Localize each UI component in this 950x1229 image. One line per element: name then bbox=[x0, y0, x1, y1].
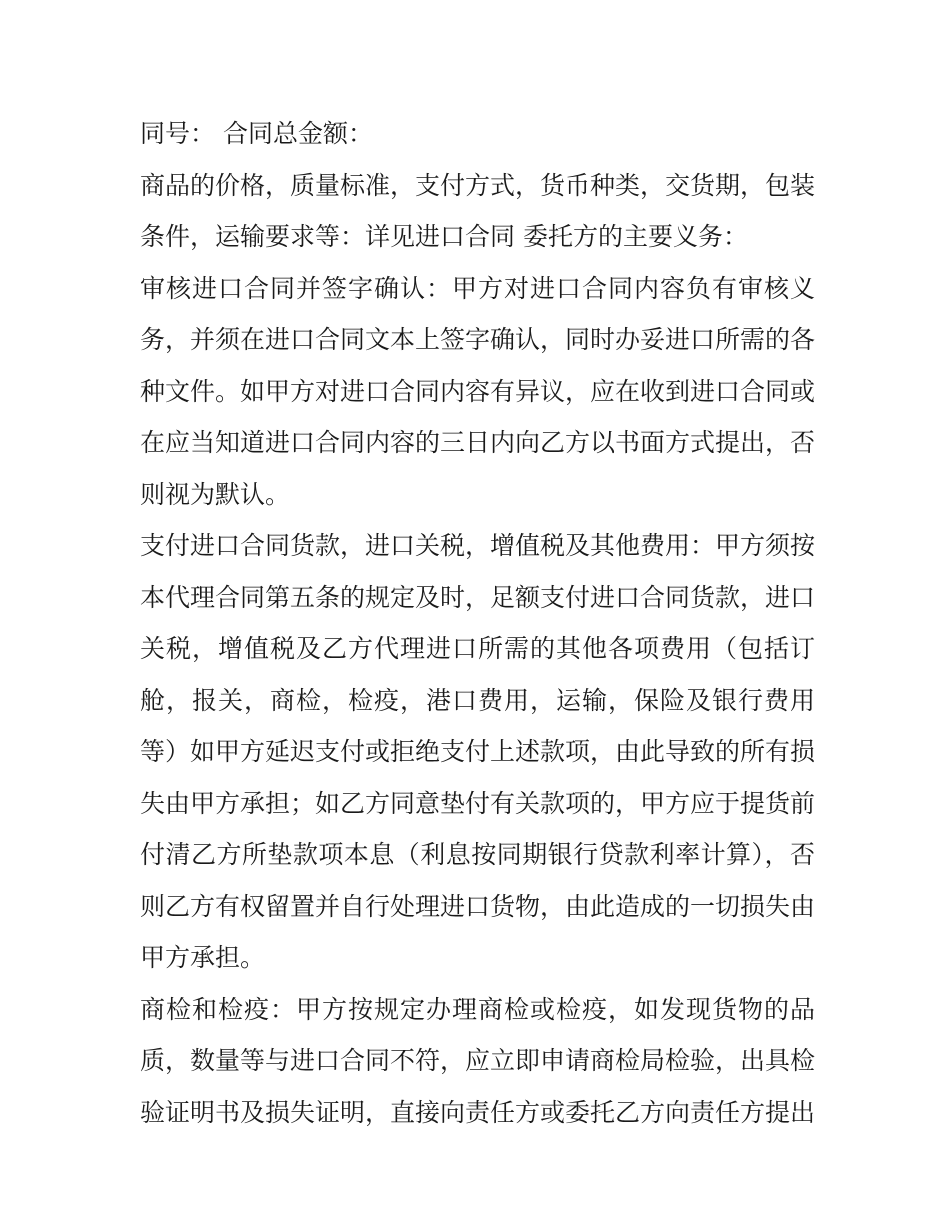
text-line: 商检和检疫：甲方按规定办理商检或检疫，如发现货物的品 bbox=[140, 994, 815, 1024]
text-line: 同号： 合同总金额： bbox=[140, 119, 373, 148]
text-line: 验证明书及损失证明，直接向责任方或委托乙方向责任方提出 bbox=[140, 1097, 815, 1127]
text-line: 失由甲方承担；如乙方同意垫付有关款项的，甲方应于提货前 bbox=[140, 788, 815, 818]
text-line: 种文件。如甲方对进口合同内容有异议，应在收到进口合同或 bbox=[140, 376, 815, 406]
text-line: 舱，报关，商检，检疫，港口费用，运输，保险及银行费用 bbox=[140, 685, 815, 715]
text-line: 审核进口合同并签字确认：甲方对进口合同内容负有审核义 bbox=[140, 273, 815, 303]
text-line: 本代理合同第五条的规定及时，足额支付进口合同货款，进口 bbox=[140, 582, 815, 612]
text-line: 在应当知道进口合同内容的三日内向乙方以书面方式提出，否 bbox=[140, 428, 815, 457]
text-line: 付清乙方所垫款项本息（利息按同期银行贷款利率计算），否 bbox=[140, 840, 815, 869]
text-line: 甲方承担。 bbox=[140, 943, 266, 972]
text-line: 等）如甲方延迟支付或拒绝支付上述款项，由此导致的所有损 bbox=[140, 737, 815, 766]
text-line: 支付进口合同货款，进口关税，增值税及其他费用：甲方须按 bbox=[140, 531, 815, 560]
text-line: 则乙方有权留置并自行处理进口货物，由此造成的一切损失由 bbox=[140, 891, 815, 921]
document-body bbox=[140, 108, 815, 1138]
text-line: 则视为默认。 bbox=[140, 479, 291, 509]
text-line: 务，并须在进口合同文本上签字确认，同时办妥进口所需的各 bbox=[140, 325, 815, 354]
text-line: 质，数量等与进口合同不符，应立即申请商检局检验，出具检 bbox=[140, 1046, 815, 1075]
text-line: 条件，运输要求等：详见进口合同 委托方的主要义务： bbox=[140, 222, 748, 251]
text-line: 商品的价格，质量标准，支付方式，货币种类，交货期，包装 bbox=[140, 170, 815, 200]
text-line: 关税，增值税及乙方代理进口所需的其他各项费用（包括订 bbox=[140, 634, 815, 663]
